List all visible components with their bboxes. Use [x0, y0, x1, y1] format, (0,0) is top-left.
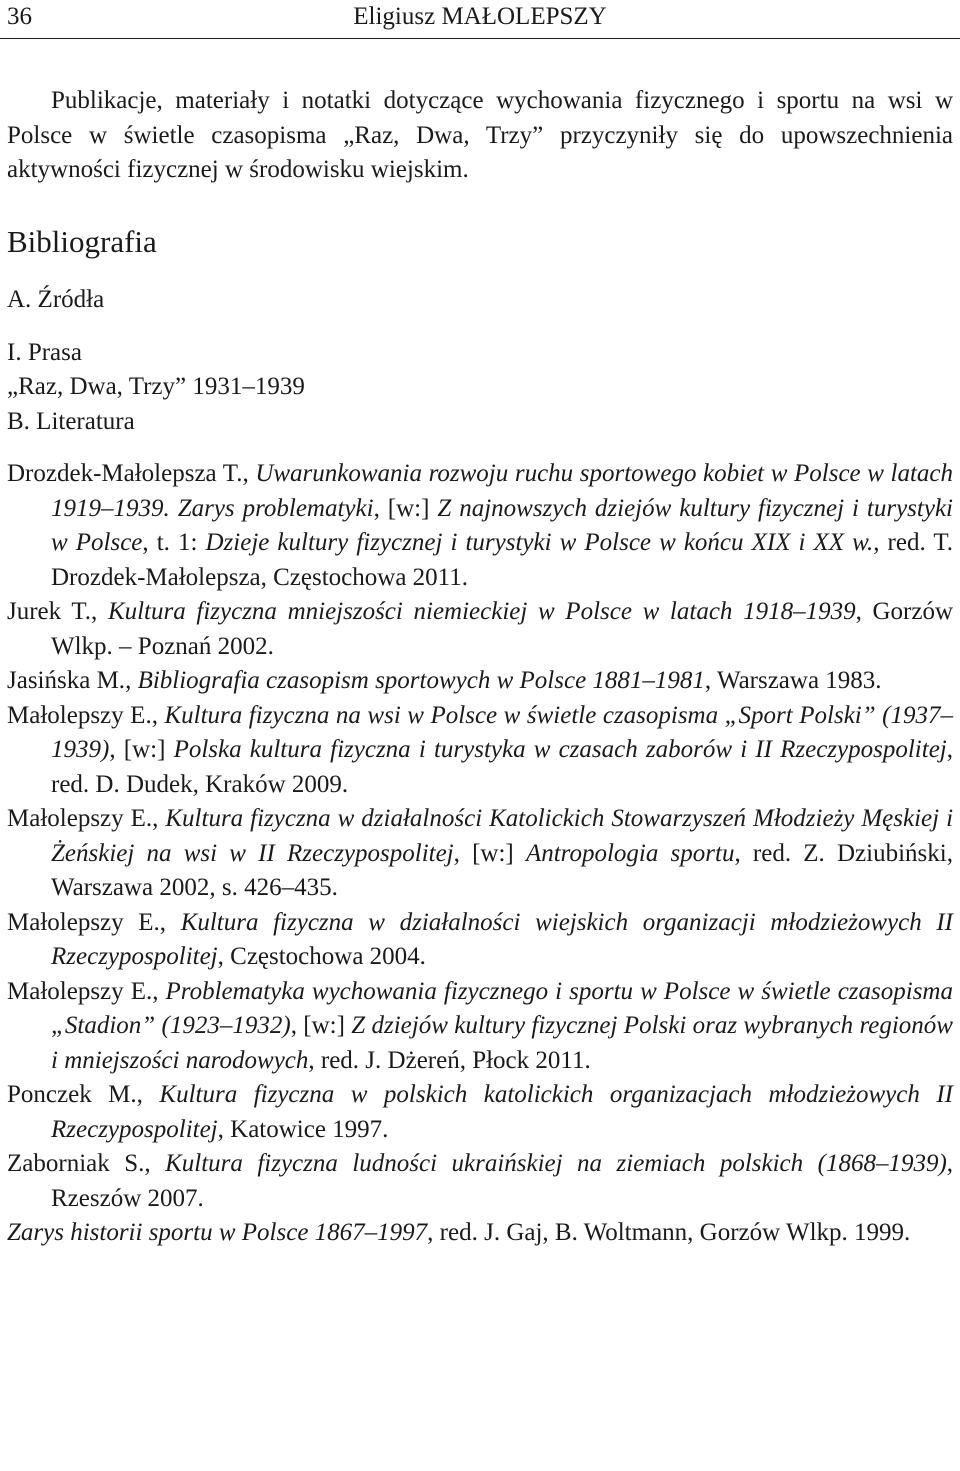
entry-title: Zarys historii sportu w Polsce 1867–1997	[7, 1219, 428, 1246]
entry-author: Drozdek-Małolepsza T.	[7, 460, 243, 487]
entry-book-title: Z najnowszych dziejów kultury fizycznej i turystyki w Polsce	[51, 494, 953, 556]
bibliography-entry	[7, 595, 953, 664]
entry-publication: , red. Z. Dziubiński, Warszawa 2002, s. 426–435.	[51, 839, 953, 901]
entry-title: Uwarunkowania rozwoju ruchu sportowego kobiet w Polsce w latach 1919–1939. Zarys problematyki	[51, 460, 953, 522]
entry-separator: ,	[151, 701, 165, 729]
entry-title: Problematyka wychowania fizycznego i sportu w Polsce w świetle czasopisma „Stadion” (1923–1932)	[51, 977, 953, 1039]
bibliography-heading: Bibliografia	[7, 223, 157, 259]
entry-book-title: Z dziejów kultury fizycznej Polski oraz wybranych regionów i mniejszości narodowych	[51, 1012, 953, 1074]
entry-author: Jasińska M.	[7, 667, 126, 694]
bibliography-entry	[7, 699, 953, 803]
entry-volume-title: Dzieje kultury fizycznej i turystyki w Polsce w końcu XIX i XX w.	[205, 529, 874, 556]
entry-publication: , red. J. Dżereń, Płock 2011.	[308, 1046, 591, 1074]
bibliography-entry	[7, 1216, 953, 1251]
entry-title: Kultura fizyczna w polskich katolickich organizacjach młodzieżowych II Rzeczypospolitej	[51, 1081, 954, 1143]
entry-title: Kultura fizyczna ludności ukraińskiej na ziemiach polskich (1868–1939)	[165, 1150, 947, 1177]
entry-author: Jurek T.	[7, 598, 92, 625]
running-head-author: Eligiusz MAŁOLEPSZY	[353, 3, 607, 30]
entry-publication: , red. T. Drozdek-Małolepsza, Częstochowa 2011.	[51, 529, 953, 591]
entry-book-title: Antropologia sportu	[525, 839, 735, 867]
entry-separator: ,	[159, 908, 181, 936]
entry-author: Małolepszy E.	[7, 805, 153, 832]
entry-title: Kultura fizyczna w działalności wiejskich organizacji młodzieżowych II Rzeczypospolitej	[51, 908, 953, 970]
entry-separator: ,	[91, 598, 108, 625]
section-a-subheading: I. Prasa	[7, 338, 82, 366]
entry-separator: , [w:]	[453, 839, 526, 867]
entry-separator: , [w:]	[109, 736, 174, 763]
entry-author: Zaborniak S.	[7, 1150, 145, 1177]
bibliography-entry	[7, 1147, 953, 1216]
entry-separator: ,	[152, 805, 166, 832]
bibliography-entry	[7, 975, 953, 1079]
entry-book-title: Polska kultura fizyczna i turystyka w czasach zaborów i II Rzeczypospolitej	[173, 736, 947, 763]
bibliography-entry	[7, 802, 953, 906]
entry-author: Ponczek M.	[7, 1081, 137, 1108]
section-b-heading: B. Literatura	[7, 407, 135, 435]
entry-publication: , Rzeszów 2007.	[51, 1150, 954, 1212]
entry-title: Bibliografia czasopism sportowych w Polsce 1881–1981	[137, 667, 705, 694]
bibliography-entry	[7, 457, 953, 595]
entry-publication: , Katowice 1997.	[217, 1115, 389, 1143]
entry-separator: ,	[152, 977, 166, 1005]
entry-separator: , t. 1:	[142, 529, 206, 556]
sources-entry: „Raz, Dwa, Trzy” 1931–1939	[7, 373, 305, 400]
entry-publication: , red. J. Gaj, B. Woltmann, Gorzów Wlkp. 1999.	[427, 1219, 911, 1246]
page-number: 36	[7, 3, 32, 30]
page-content	[7, 84, 953, 1251]
bibliography-entry	[7, 906, 953, 975]
entry-separator: ,	[125, 667, 138, 694]
entry-separator: ,	[242, 460, 256, 487]
entry-publication: , red. D. Dudek, Kraków 2009.	[51, 736, 953, 798]
entry-publication: , Warszawa 1983.	[704, 667, 882, 694]
entry-publication: , Gorzów Wlkp. – Poznań 2002.	[51, 598, 954, 660]
intro-paragraph: Publikacje, materiały i notatki dotyczące wychowania fizycznego i sportu na wsi w Polsce w świetle czasopisma „Raz, Dwa, Trzy” przyczyniły się do upowszechnienia aktywności fizycznej w środowisku wiejskim.	[7, 87, 953, 183]
entry-separator: , [w:]	[373, 494, 438, 522]
entry-separator: , [w:]	[290, 1012, 352, 1039]
bibliography-entry	[7, 1078, 953, 1147]
entry-separator: ,	[136, 1081, 160, 1108]
section-a-heading: A. Źródła	[7, 286, 105, 313]
page-header	[0, 0, 960, 39]
entry-author: Małolepszy E.	[7, 701, 152, 729]
entry-title: Kultura fizyczna mniejszości niemieckiej w Polsce w latach 1918–1939	[107, 598, 856, 625]
entry-author: Małolepszy E.	[7, 977, 153, 1005]
entry-title: Kultura fizyczna na wsi w Polsce w świetle czasopisma „Sport Polski” (1937–1939)	[51, 701, 954, 763]
entry-separator: ,	[144, 1150, 166, 1177]
bibliography-entry	[7, 664, 953, 699]
entry-title: Kultura fizyczna w działalności Katolickich Stowarzyszeń Młodzieży Męskiej i Żeńskiej na wsi w II Rzeczypospolitej	[51, 805, 954, 867]
entry-author: Małolepszy E.	[7, 908, 160, 936]
entry-publication: , Częstochowa 2004.	[217, 943, 426, 970]
